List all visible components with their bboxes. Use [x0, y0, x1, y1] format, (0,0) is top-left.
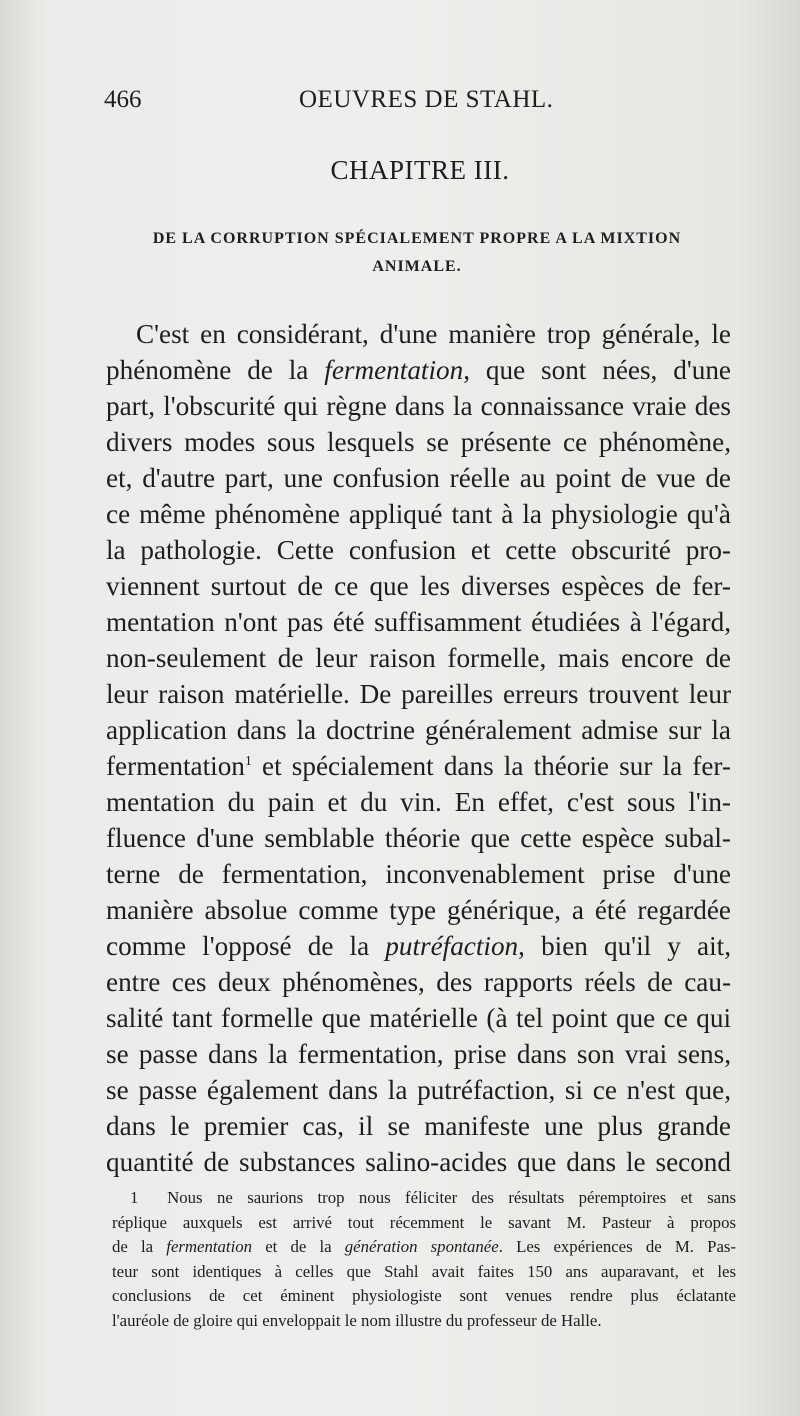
body-line-2-italic: fermentation — [324, 355, 464, 385]
chapter-subtitle — [132, 225, 702, 281]
footnote-line-3-a: de la — [112, 1237, 167, 1256]
body-line-6: ce même phénomène appliqué tant à la physiologie qu'à — [106, 499, 731, 529]
body-line-12: application dans la doctrine généralement admise sur la — [106, 715, 731, 745]
page-number: 466 — [104, 86, 142, 113]
footnote-reference[interactable]: 1 — [244, 753, 252, 769]
footnote-line-2: réplique auxquels est arrivé tout récemment le savant M. Pasteur à propos — [112, 1212, 736, 1232]
footnote-line-1-text: Nous ne saurions trop nous féliciter des résultats péremptoires et sans — [167, 1188, 736, 1207]
body-line-16: terne de fermentation, inconvenablement prise d'une — [106, 859, 731, 889]
body-line-2-c: , que sont nées, d'une — [463, 355, 731, 385]
footnote-line-3-e: . Les expériences de M. Pas- — [498, 1237, 737, 1256]
body-line-17: manière absolue comme type générique, a été regardée — [106, 895, 731, 925]
chapter-subtitle-line-1: DE LA CORRUPTION SPÉCIALEMENT PROPRE A LA MIXTION — [152, 230, 682, 247]
running-head — [104, 86, 704, 116]
body-line-9: mentation n'ont pas été suffisamment étudiées à l'égard, — [106, 607, 731, 637]
footnote-line-1 — [112, 1186, 736, 1211]
running-title: OEUVRES DE STAHL. — [299, 86, 554, 113]
body-line-13-b: et spécialement dans la théorie sur la fer- — [251, 751, 731, 781]
footnote — [112, 1186, 736, 1333]
footnote-line-3 — [112, 1235, 736, 1260]
footnote-line-6: l'auréole de gloire qui enveloppait le nom illustre du professeur de Halle. — [112, 1310, 602, 1330]
footnote-marker: 1 — [130, 1188, 139, 1207]
body-line-18 — [106, 928, 731, 964]
footnote-line-3-italic-2: génération spontanée — [344, 1237, 499, 1256]
footnote-line-3-italic-1: fermentation — [166, 1237, 253, 1256]
chapter-heading: CHAPITRE III. — [330, 155, 510, 185]
body-line-4: divers modes sous lesquels se présente ce phénomène, — [106, 427, 731, 457]
body-line-22: se passe également dans la putréfaction, si ce n'est que, — [106, 1075, 731, 1105]
body-line-10: non-seulement de leur raison formelle, mais encore de — [106, 643, 731, 673]
footnote-line-5: conclusions de cet éminent physiologiste sont venues rendre plus éclatante — [112, 1286, 736, 1305]
body-line-18-italic: putréfaction — [385, 931, 519, 961]
body-line-24: quantité de substances salino-acides que dans le second — [106, 1147, 731, 1177]
body-line-13-a: fermentation — [106, 751, 245, 781]
footnote-line-4: teur sont identiques à celles que Stahl avait faites 150 ans auparavant, et les — [112, 1261, 736, 1281]
body-line-1: C'est en considérant, d'une manière trop générale, le — [136, 319, 731, 349]
body-line-18-a: comme l'opposé de la — [106, 931, 386, 961]
body-line-19: entre ces deux phénomènes, des rapports réels de cau- — [106, 967, 731, 997]
body-line-18-c: , bien qu'il y ait, — [518, 931, 731, 961]
body-line-8: viennent surtout de ce que les diverses espèces de fer- — [106, 571, 731, 601]
body-line-3: part, l'obscurité qui règne dans la connaissance vraie des — [106, 391, 731, 421]
body-line-21: se passe dans la fermentation, prise dans son vrai sens, — [106, 1039, 731, 1069]
body-line-20: salité tant formelle que matérielle (à tel point que ce qui — [106, 1003, 731, 1033]
body-line-11: leur raison matérielle. De pareilles erreurs trouvent leur — [106, 679, 731, 709]
body-line-5: et, d'autre part, une confusion réelle au point de vue de — [106, 463, 731, 493]
body-line-15: fluence d'une semblable théorie que cette espèce subal- — [106, 823, 731, 853]
chapter-subtitle-line-2: ANIMALE. — [372, 258, 462, 275]
body-paragraph — [106, 316, 731, 1180]
body-line-2-a: phénomène de la — [106, 355, 325, 385]
body-line-23: dans le premier cas, il se manifeste une plus grande — [106, 1111, 731, 1141]
footnote-line-3-c: et de la — [252, 1237, 345, 1256]
body-line-13 — [106, 748, 731, 784]
body-line-14: mentation du pain et du vin. En effet, c'est sous l'in- — [106, 787, 731, 817]
body-line-2 — [106, 352, 731, 388]
body-line-7: la pathologie. Cette confusion et cette obscurité pro- — [106, 535, 731, 565]
